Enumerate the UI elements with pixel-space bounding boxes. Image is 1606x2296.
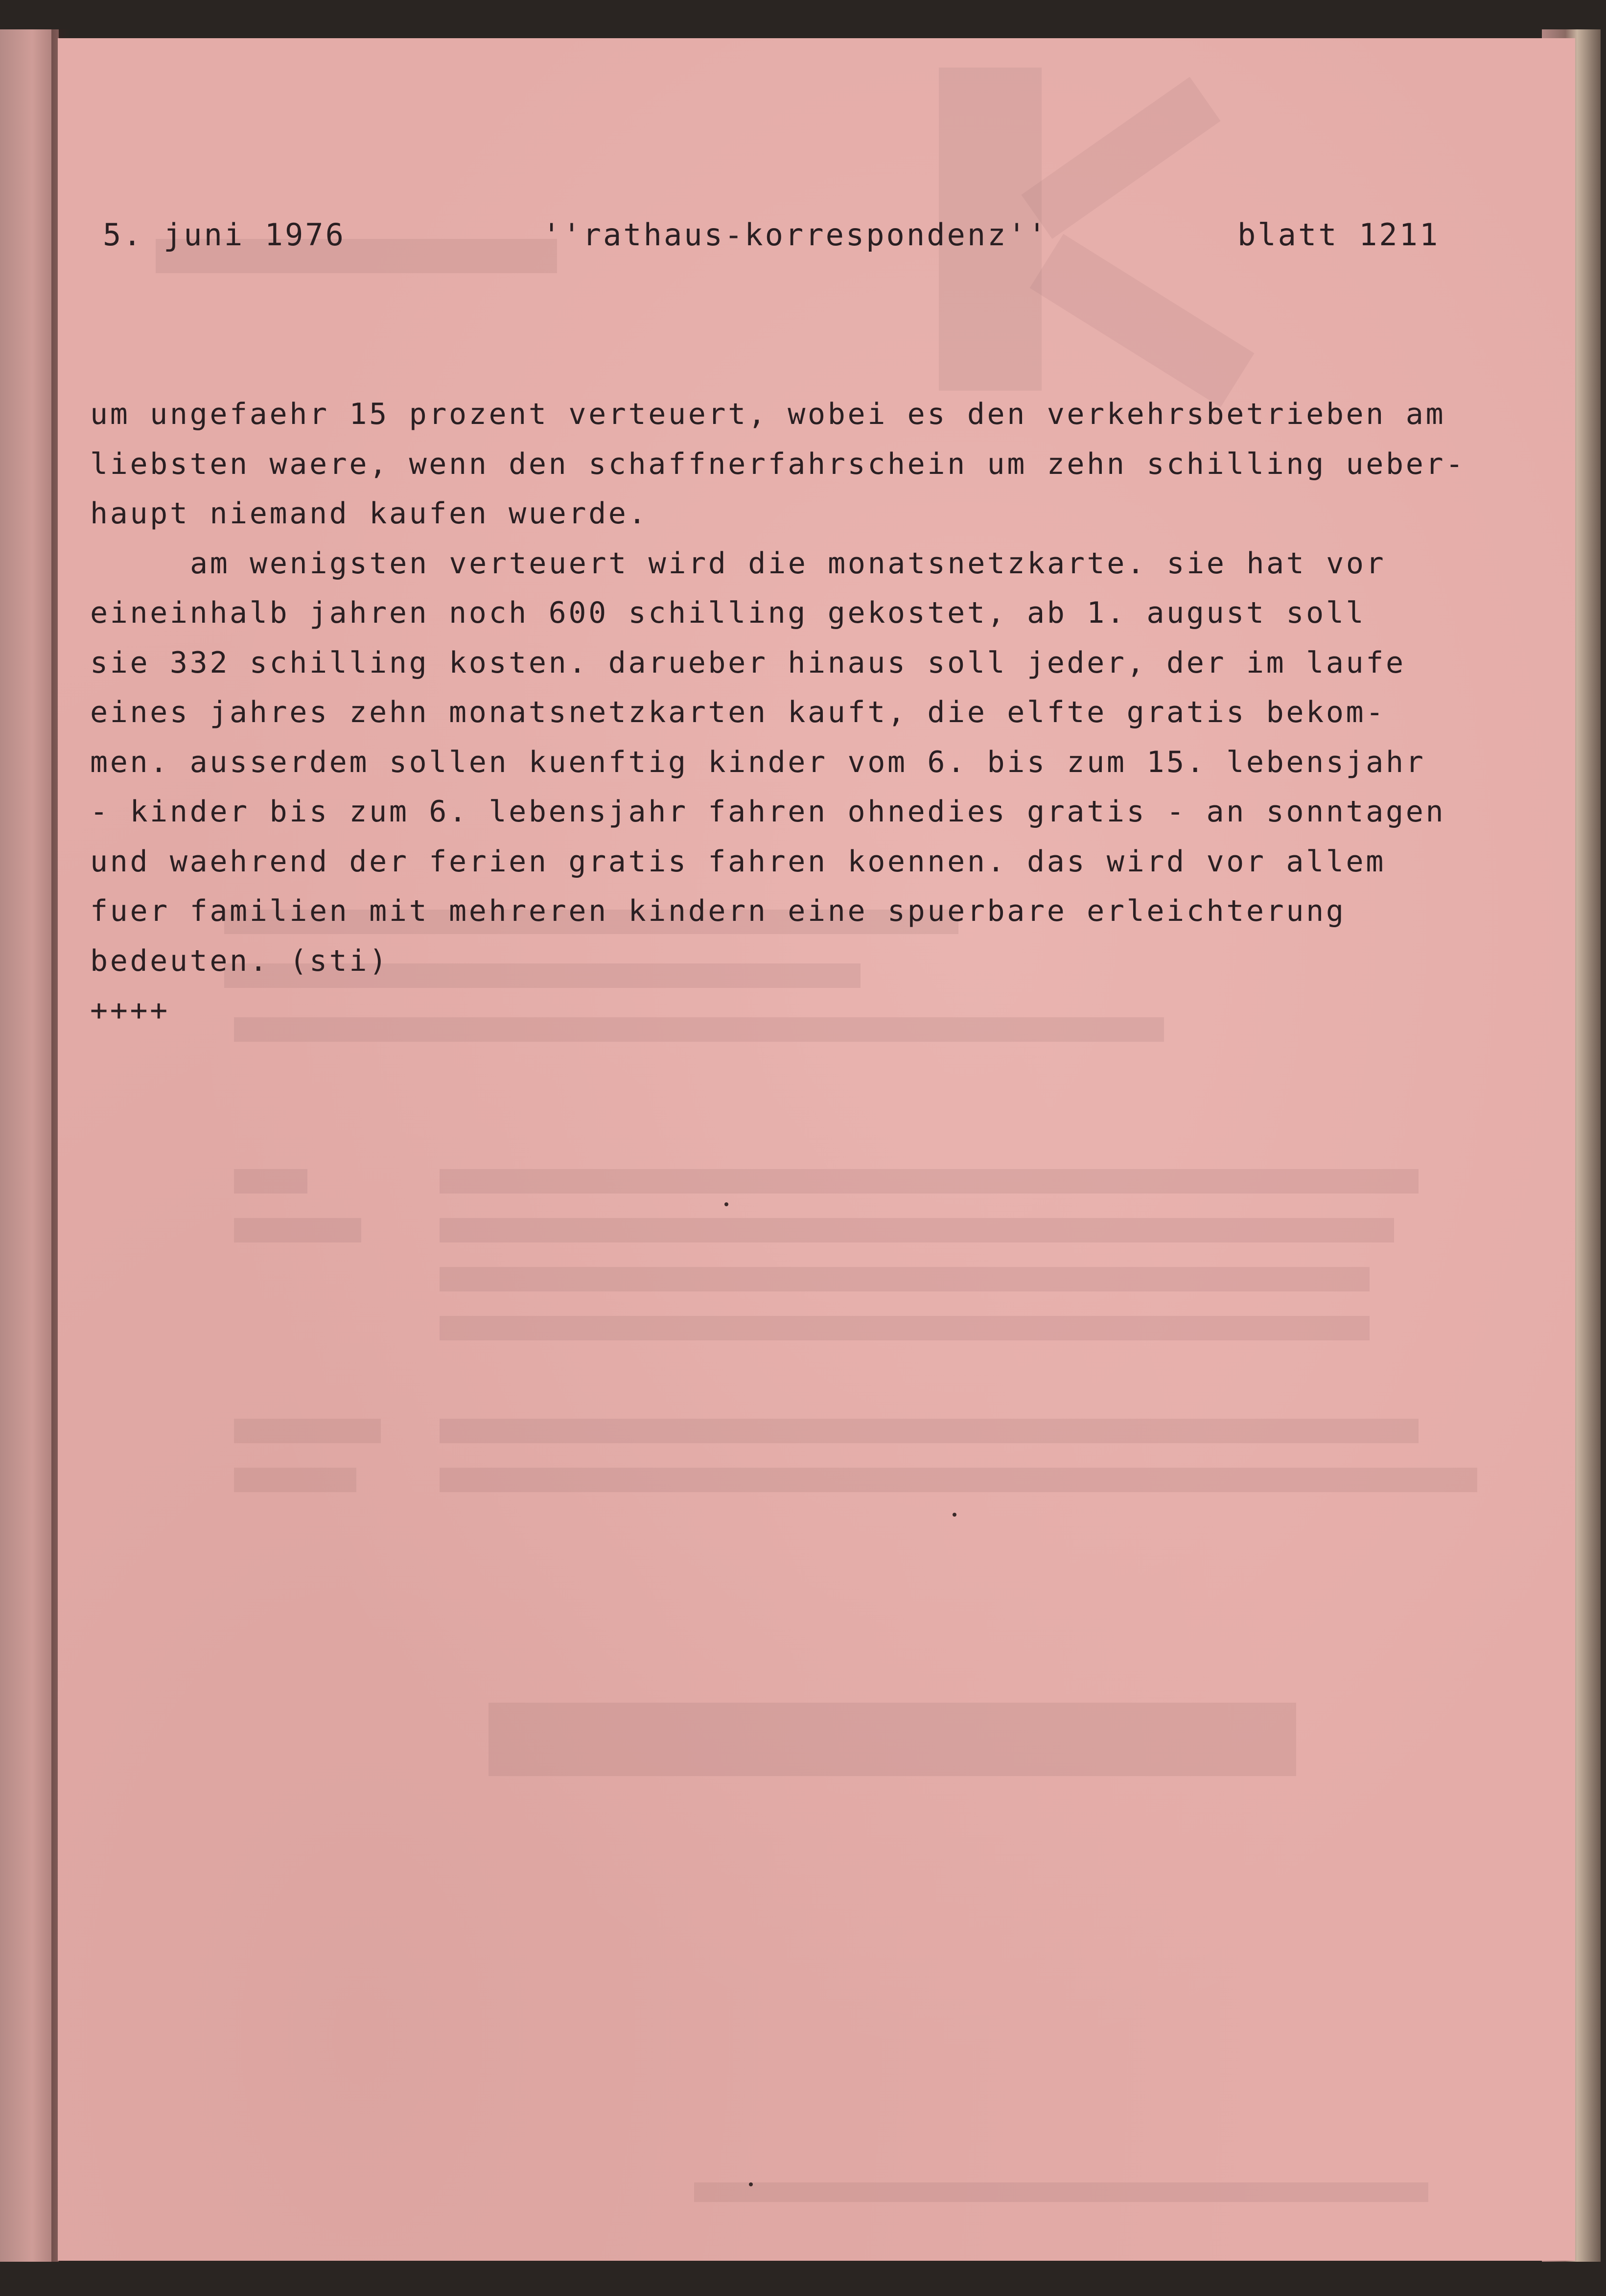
show-through-block [234, 1468, 356, 1492]
show-through-block [440, 1169, 1419, 1194]
show-through-block [440, 1267, 1370, 1291]
show-through-block [440, 1419, 1419, 1443]
previous-page-edge [0, 29, 59, 2262]
paper-speck [724, 1202, 728, 1206]
show-through-heading [489, 1703, 1296, 1776]
text-line: eineinhalb jahren noch 600 schilling gekostet, ab 1. august soll [90, 596, 1366, 630]
text-line: men. ausserdem sollen kuenftig kinder vom 6. bis zum 15. lebensjahr [90, 745, 1426, 779]
paper-speck [953, 1513, 956, 1517]
text-line: und waehrend der ferien gratis fahren koennen. das wird vor allem [90, 844, 1386, 879]
header-date: 5. juni 1976 [103, 217, 346, 253]
header-title: ''rathaus-korrespondenz'' [542, 217, 1048, 253]
text-line: eines jahres zehn monatsnetzkarten kauft, die elfte gratis bekom- [90, 695, 1386, 729]
show-through-block [440, 1316, 1370, 1340]
body-text [90, 390, 1554, 1036]
show-through-block [440, 1468, 1477, 1492]
show-through-block [440, 1218, 1394, 1242]
show-through-block [234, 1419, 381, 1443]
text-line: um ungefaehr 15 prozent verteuert, wobei es den verkehrsbetrieben am [90, 397, 1446, 431]
text-line: sie 332 schilling kosten. darueber hinaus soll jeder, der im laufe [90, 645, 1406, 680]
text-line: liebsten waere, wenn den schaffnerfahrschein um zehn schilling ueber- [90, 446, 1466, 481]
header-sheet-number: blatt 1211 [1237, 217, 1440, 253]
text-line: haupt niemand kaufen wuerde. [90, 496, 649, 531]
show-through-footer [694, 2182, 1428, 2202]
text-line: - kinder bis zum 6. lebensjahr fahren ohnedies gratis - an sonntagen [90, 795, 1446, 829]
show-through-block [234, 1218, 361, 1242]
show-through-block [234, 1169, 307, 1194]
paper-speck [749, 2182, 753, 2186]
text-line: fuer familien mit mehreren kindern eine spuerbare erleichterung [90, 894, 1346, 928]
end-mark: ++++ [90, 993, 170, 1028]
document-page [58, 38, 1575, 2261]
text-line: am wenigsten verteuert wird die monatsnetzkarte. sie hat vor [190, 546, 1386, 581]
text-line: bedeuten. (sti) [90, 943, 389, 978]
